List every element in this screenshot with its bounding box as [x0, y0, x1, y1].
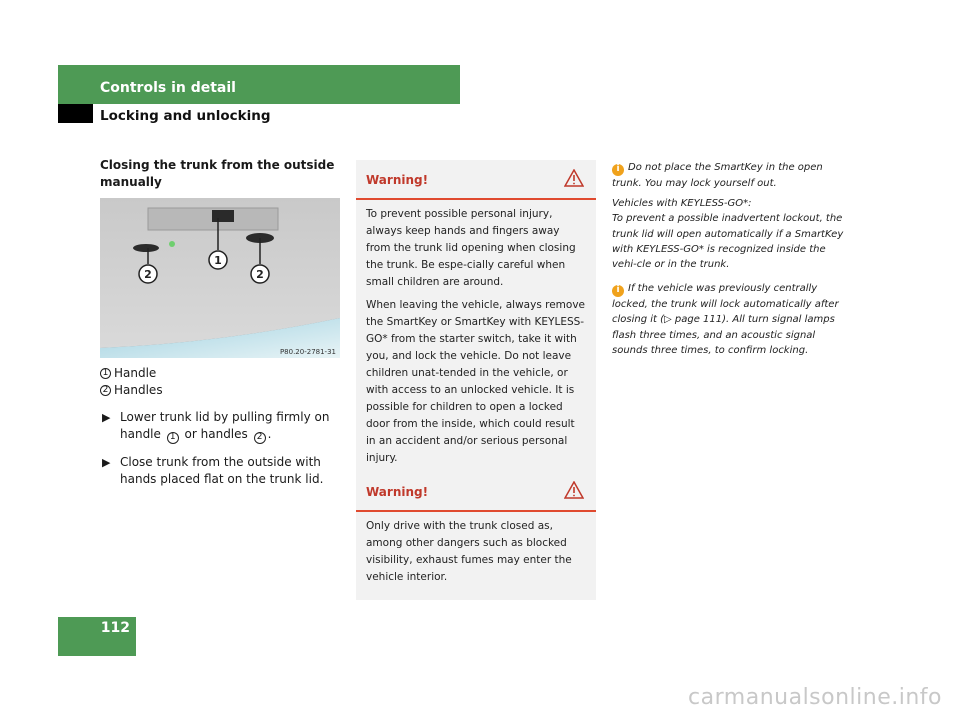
step-item: ▶ Close trunk from the outside with hands placed flat on the trunk lid. — [102, 454, 324, 486]
section-tab-marker — [58, 104, 93, 123]
callout-2-right — [251, 265, 269, 283]
page-number: 112 — [100, 620, 130, 636]
legend-number: 1 — [100, 368, 111, 379]
left-column — [100, 157, 345, 488]
figure-legend — [100, 365, 345, 399]
legend-text: Handles — [114, 383, 163, 397]
info-icon: i — [612, 164, 624, 176]
warning-header — [356, 160, 596, 200]
warning-box — [356, 160, 596, 481]
subsection-title: Locking and unlocking — [100, 108, 271, 124]
notes-column — [612, 160, 852, 363]
inline-callout: 1 — [167, 432, 179, 444]
warning-label: Warning! — [366, 485, 429, 499]
svg-text:2: 2 — [144, 268, 152, 281]
svg-text:1: 1 — [214, 254, 222, 267]
warning-label: Warning! — [366, 173, 429, 187]
procedure-title: Closing the trunk from the outside manually — [100, 158, 335, 189]
warning-box — [356, 472, 596, 600]
warning-triangle-icon — [564, 481, 584, 499]
info-note: i Do not place the SmartKey in the open trunk. You may lock yourself out. — [612, 162, 823, 189]
step-arrow-icon: ▶ — [102, 411, 111, 424]
legend-item — [100, 382, 345, 399]
legend-item — [100, 365, 345, 382]
trunk-lid-photo — [100, 198, 340, 358]
watermark: carmanualsonline.info — [688, 685, 942, 710]
svg-text:2: 2 — [256, 268, 264, 281]
info-icon: i — [612, 285, 624, 297]
legend-number: 2 — [100, 385, 111, 396]
keyless-go-note: Vehicles with KEYLESS-GO*: To prevent a possible inadvertent lockout, the trunk lid will open automatically if a SmartKey with KEYLESS-GO* is recognized inside the vehi-cle or in the trunk. — [612, 197, 844, 271]
legend-text: Handle — [114, 366, 157, 380]
warning-text: Only drive with the trunk closed as, among other dangers such as blocked visibility, exhaust fumes may enter the vehicle interior. — [366, 520, 572, 583]
info-note: i If the vehicle was previously centrally locked, the trunk will lock automatically after closing it (▷ page 111). All turn signal lamps flash three times, and an acoustic signal sounds three times, to confirm locking. — [612, 283, 839, 356]
callout-2-left — [139, 265, 157, 283]
section-title: Controls in detail — [100, 80, 236, 96]
warning-triangle-icon — [564, 169, 584, 187]
warning-header — [356, 472, 596, 512]
figure-code: P80.20-2781-31 — [279, 348, 336, 356]
step-item: ▶ Lower trunk lid by pulling firmly on handle 1 or handles 2 . — [102, 410, 330, 442]
inline-callout: 2 — [254, 432, 266, 444]
warning-text: To prevent possible personal injury, always keep hands and fingers away from the trunk lid opening when closing the trunk. Be espe-cially careful when small children are around. When leaving the vehicle, always remove the SmartKey or SmartKey with KEYLESS-GO* from the starter switch, take it with you, and lock the vehicle. Do not leave children unat-tended in the vehicle, or with access to an unlocked vehicle. It is possible for children to open a locked door from the inside, which could result in an accident and/or serious personal injury. — [366, 208, 585, 464]
step-arrow-icon: ▶ — [102, 455, 111, 469]
callout-1 — [209, 251, 227, 269]
